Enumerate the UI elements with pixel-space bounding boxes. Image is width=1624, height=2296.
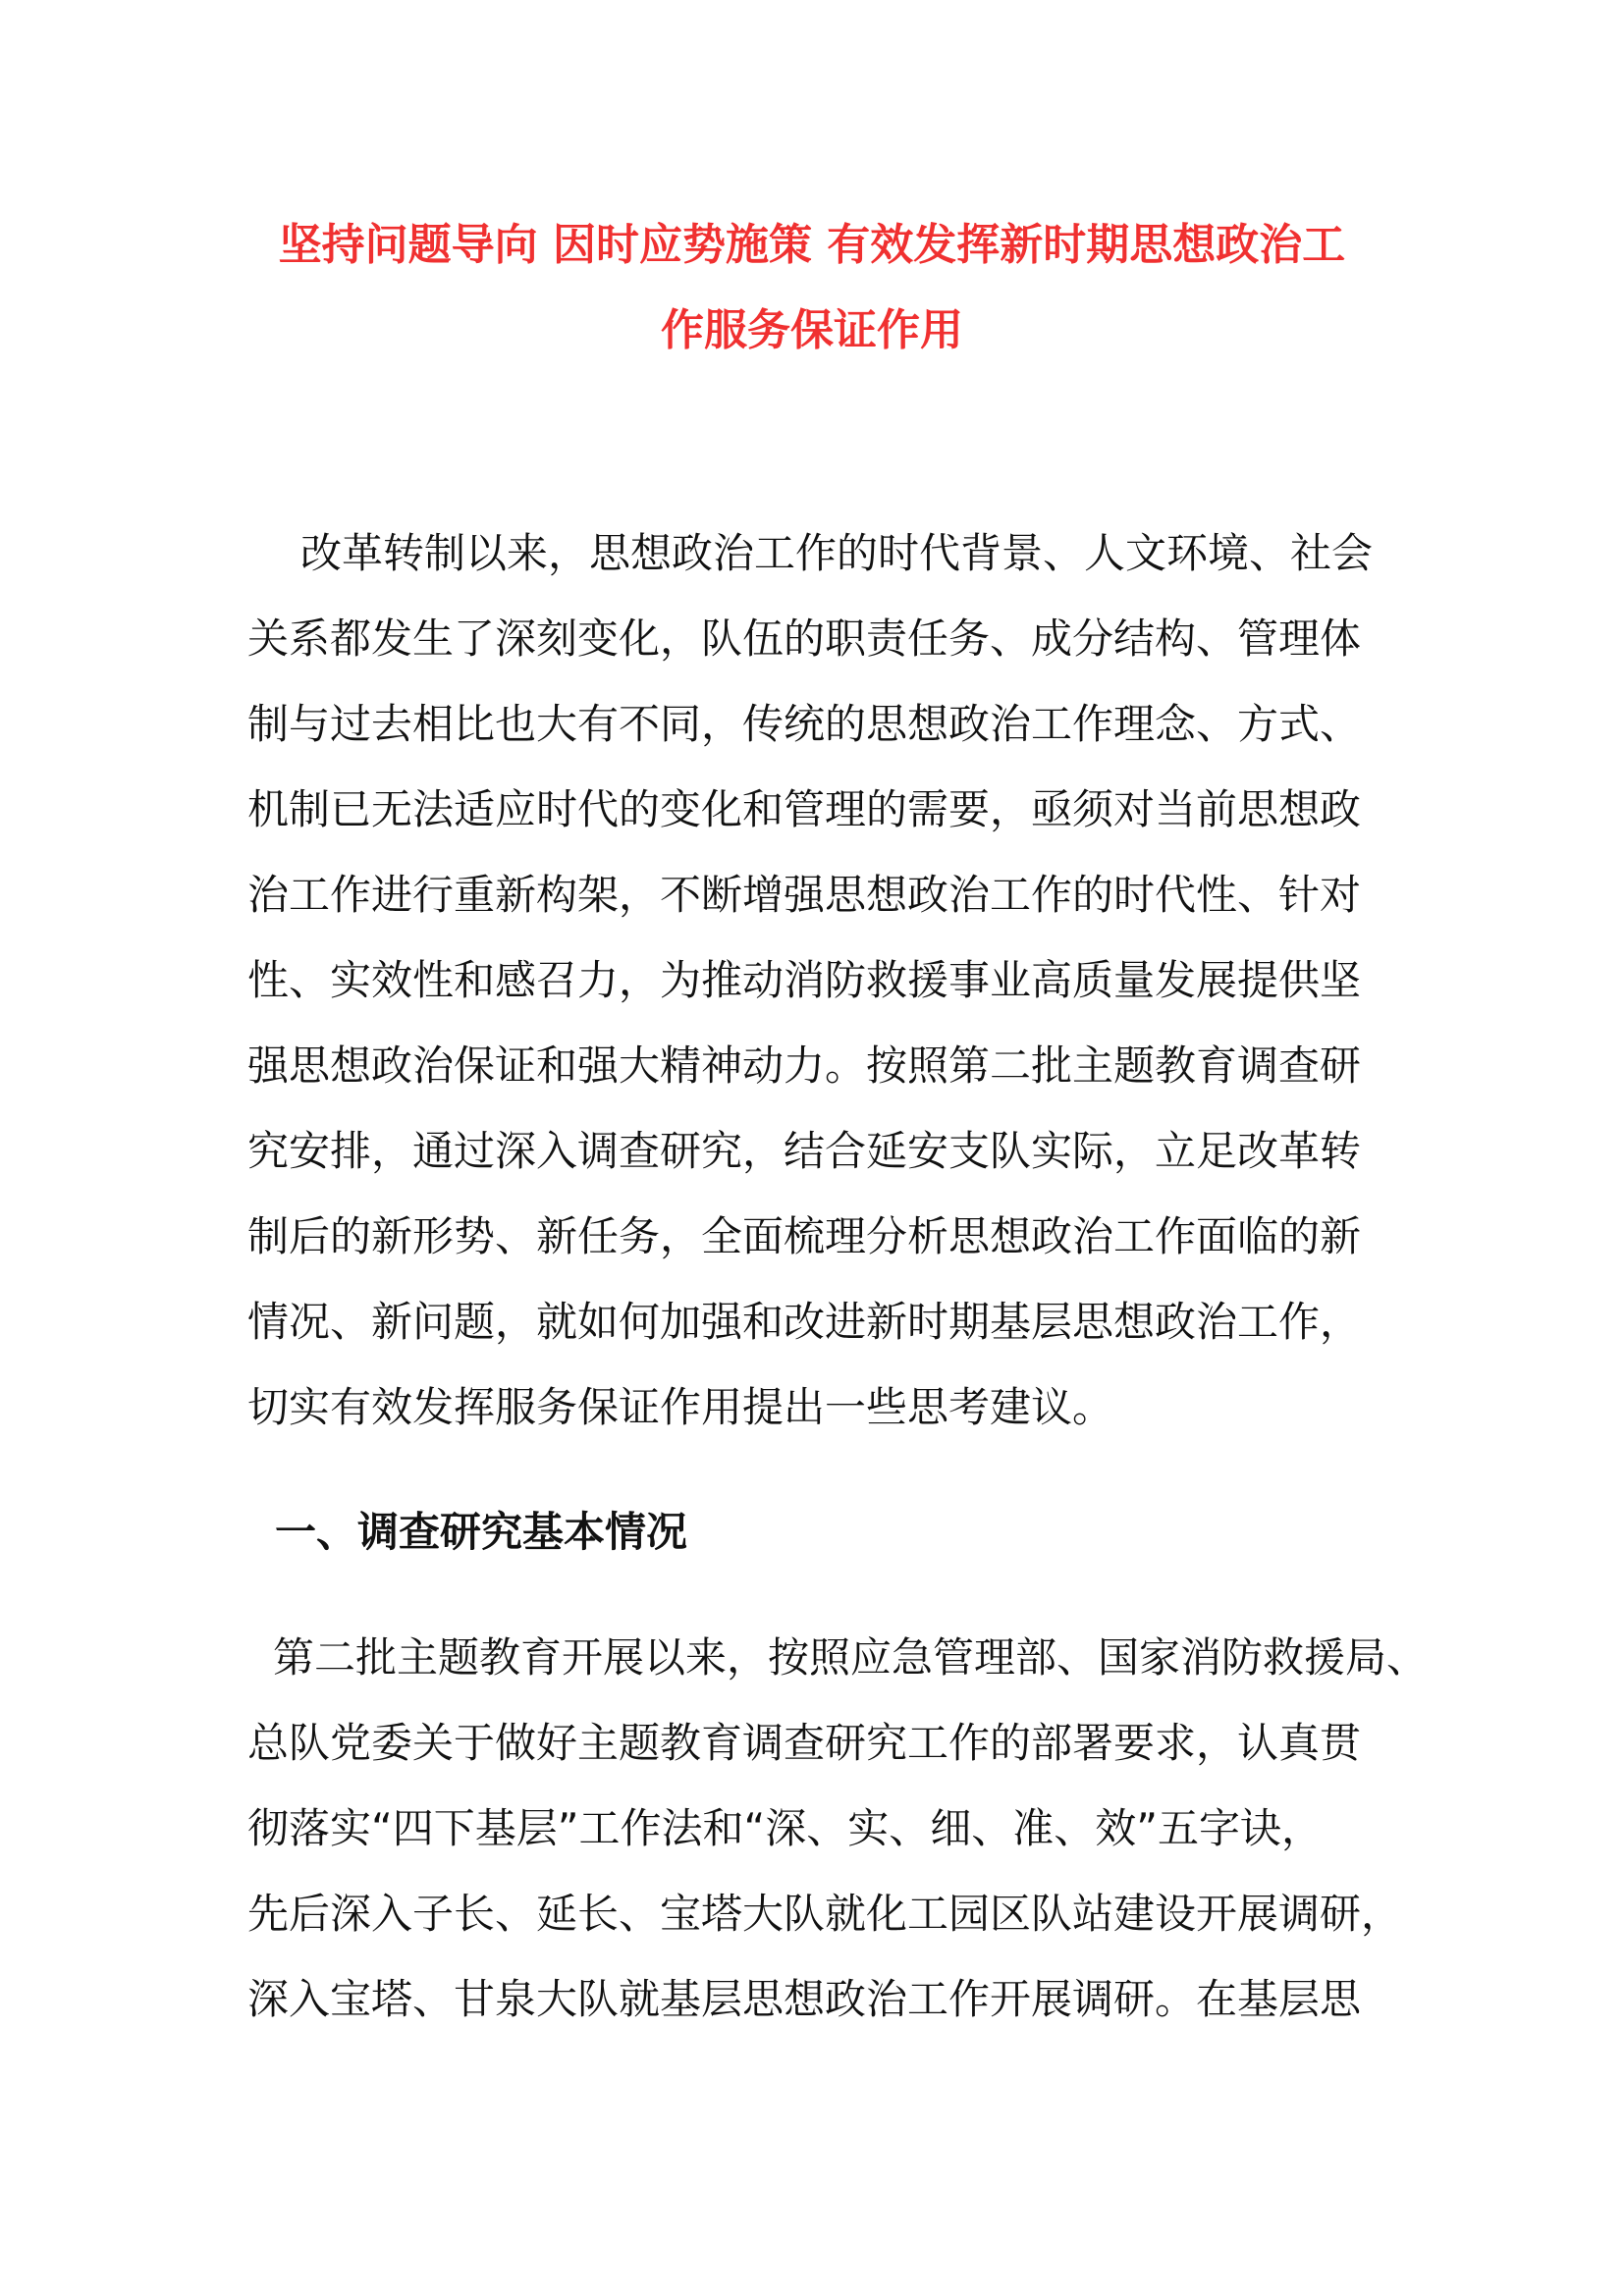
text-line: 性、实效性和感召力，为推动消防救援事业高质量发展提供坚 (247, 956, 1362, 1004)
text-line: 制后的新形势、新任务，全面梳理分析思想政治工作面临的新 (247, 1212, 1362, 1260)
text-line: 机制已无法适应时代的变化和管理的需要，亟须对当前思想政 (247, 785, 1362, 833)
title-line: 坚持问题导向 因时应势施策 有效发挥新时期思想政治工 (278, 220, 1346, 270)
text-line: 切实有效发挥服务保证作用提出一些思考建议。 (247, 1383, 1114, 1431)
text-line: 强思想政治保证和强大精神动力。按照第二批主题教育调查研 (247, 1041, 1362, 1090)
text-line: 总队党委关于做好主题教育调查研究工作的部署要求，认真贯 (247, 1719, 1362, 1767)
text-line: 彻落实“四下基层”工作法和“深、实、细、准、效”五字诀， (247, 1804, 1324, 1852)
text-line: 先后深入子长、延长、宝塔大队就化工园区队站建设开展调研， (247, 1890, 1403, 1938)
section-heading: 一、调查研究基本情况 (275, 1508, 688, 1556)
text-line: 深入宝塔、甘泉大队就基层思想政治工作开展调研。在基层思 (247, 1975, 1362, 2023)
text-line: 关系都发生了深刻变化，队伍的职责任务、成分结构、管理体 (247, 614, 1362, 663)
text-line: 治工作进行重新构架，不断增强思想政治工作的时代性、针对 (247, 871, 1362, 919)
title-line: 作服务保证作用 (661, 305, 963, 355)
text-line: 第二批主题教育开展以来，按照应急管理部、国家消防救援局、 (273, 1633, 1429, 1682)
text-line: 究安排，通过深入调查研究，结合延安支队实际，立足改革转 (247, 1127, 1362, 1175)
paragraph-intro (247, 510, 1426, 1450)
paragraph-survey (247, 1615, 1429, 2042)
text-line: 改革转制以来，思想政治工作的时代背景、人文环境、社会 (300, 529, 1374, 577)
text-line: 情况、新问题，就如何加强和改进新时期基层思想政治工作， (247, 1298, 1362, 1346)
text-line: 制与过去相比也大有不同，传统的思想政治工作理念、方式、 (247, 700, 1362, 748)
